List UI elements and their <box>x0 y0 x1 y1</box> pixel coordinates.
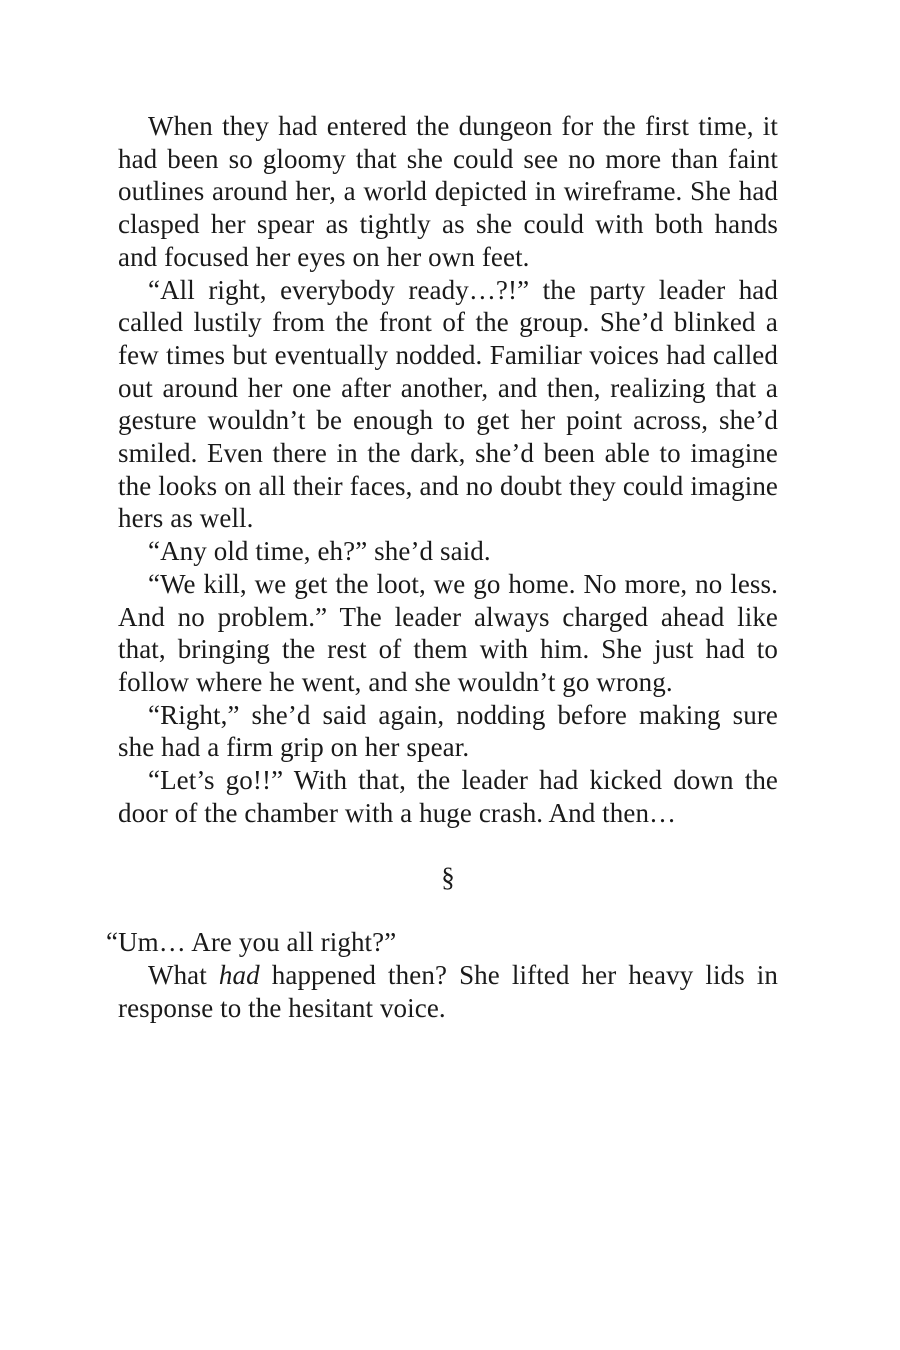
text-run: When they had entered the dungeon for the first time, it had been so gloomy that she could see no more than faint outlines around her, a world depicted in wireframe. She had clasped her spear as tightly as she could with both hands and focused her eyes on her own feet. <box>118 111 778 272</box>
paragraph <box>118 110 778 274</box>
text-run: § <box>441 862 455 893</box>
paragraph <box>118 699 778 764</box>
section-divider <box>118 861 778 894</box>
text-run: “Let’s go!!” With that, the leader had kicked down the door of the chamber with a huge crash. And then… <box>118 765 778 828</box>
text-run: “Um… Are you all right?” <box>106 927 397 958</box>
text-run: “Right,” she’d said again, nodding before making sure she had a firm grip on her spear. <box>118 699 778 763</box>
paragraph <box>106 926 778 959</box>
paragraph <box>118 535 778 568</box>
paragraph <box>118 568 778 699</box>
text-run: What <box>148 959 219 990</box>
paragraph <box>118 959 778 1024</box>
italic-text-run: had <box>218 959 260 990</box>
text-run: “Any old time, eh?” she’d said. <box>148 536 491 567</box>
paragraph <box>118 764 778 829</box>
paragraph <box>118 274 778 536</box>
text-run: “We kill, we get the loot, we go home. No more, no less. And no problem.” The leader always charged ahead like that, bringing the rest of them with him. She just had to follow where he went, and she wouldn’t go wrong. <box>118 568 778 697</box>
text-run: “All right, everybody ready…?!” the party leader had called lustily from the front of the group. She’d blinked a few times but eventually nodded. Familiar voices had called out around her one after another, and then, realizing that a gesture wouldn’t be enough to get her point across, she’d smiled. Even there in the dark, she’d been able to imagine the looks on all their faces, and no doubt they could imagine hers as well. <box>118 274 778 534</box>
text-run: happened then? She lifted her heavy lids in response to the hesitant voice. <box>118 959 778 1023</box>
